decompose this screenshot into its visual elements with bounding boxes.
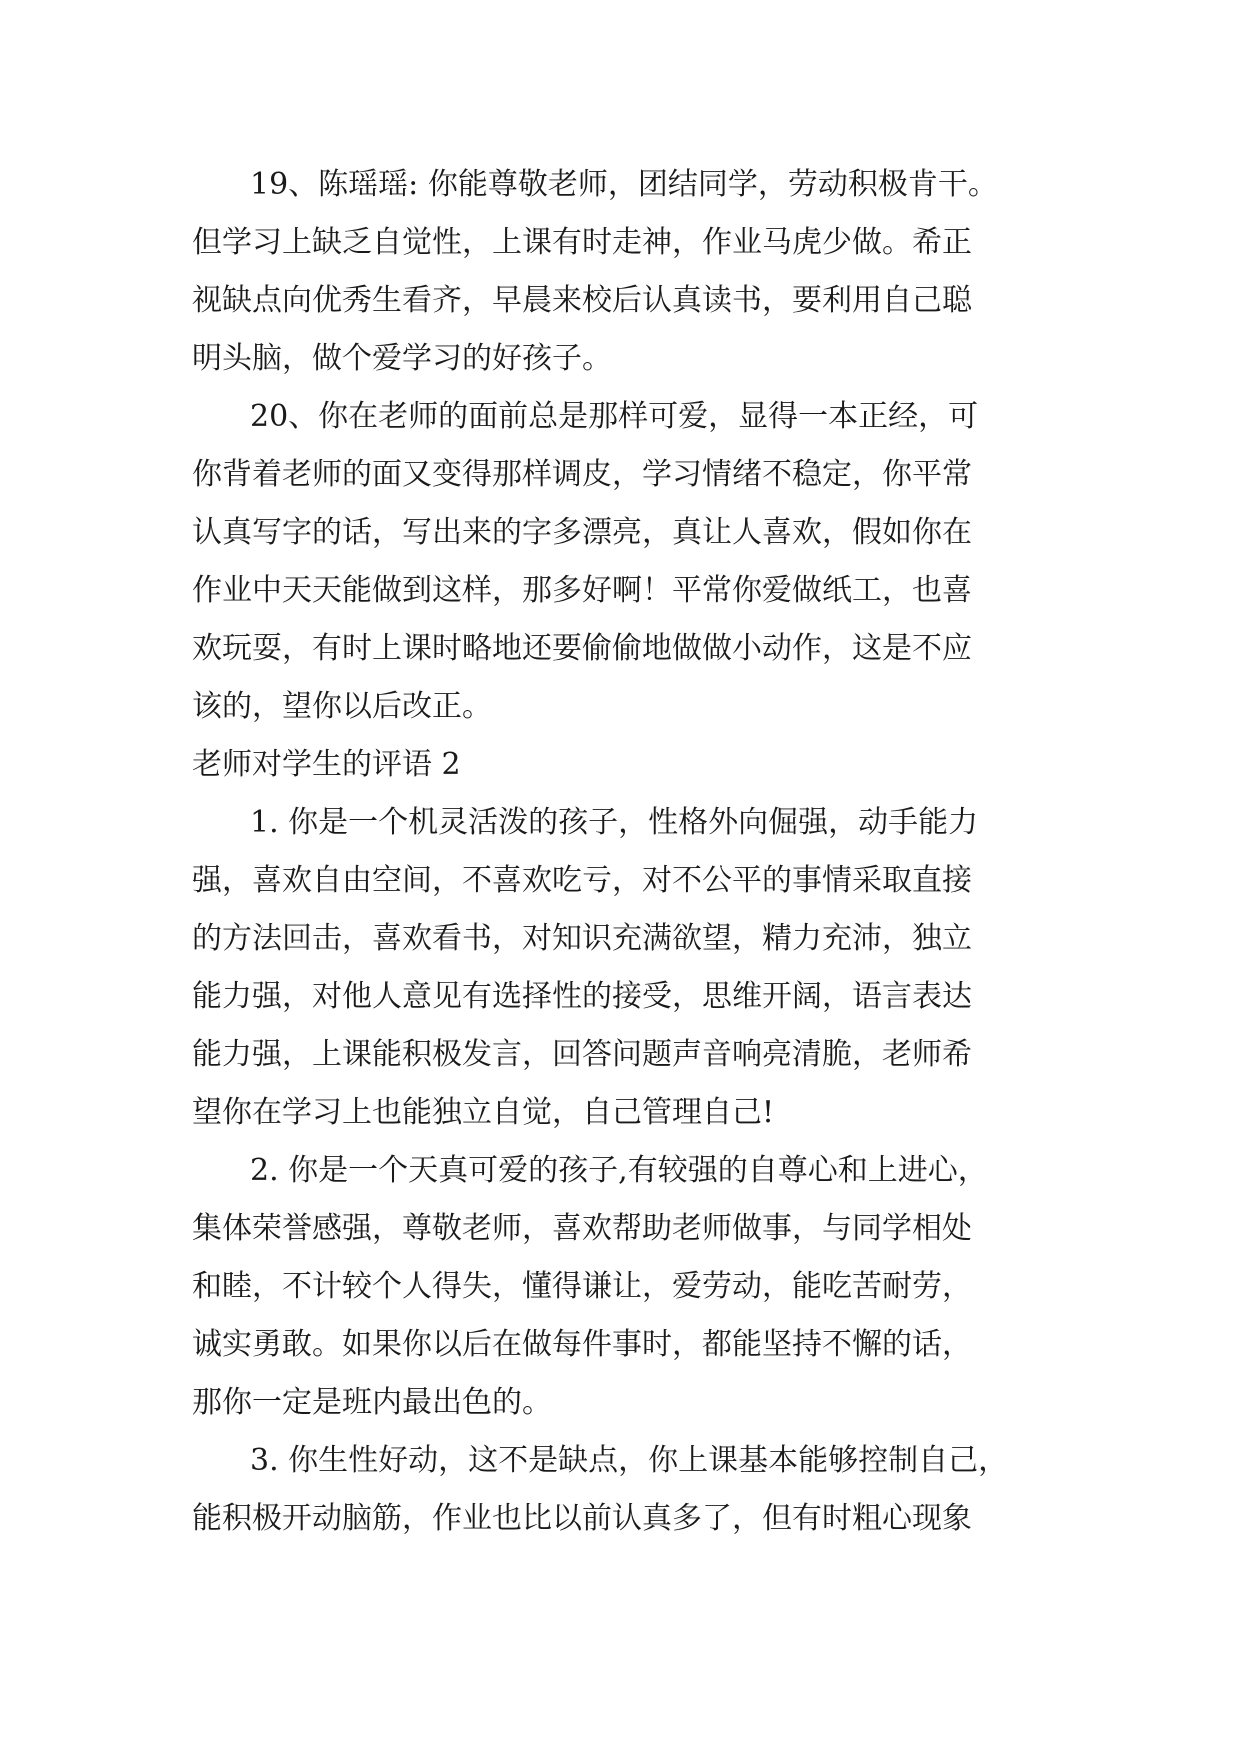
paragraph-20-line-2: 你背着老师的面又变得那样调皮，学习情绪不稳定，你平常	[192, 457, 972, 492]
paragraph-3-line-1: 3. 你生性好动，这不是缺点，你上课基本能够控制自己，	[250, 1443, 1009, 1478]
paragraph-1-line-4: 能力强，对他人意见有选择性的接受，思维开阔，语言表达	[192, 979, 972, 1014]
paragraph-20-line-6: 该的，望你以后改正。	[192, 689, 492, 724]
paragraph-1-line-2: 强，喜欢自由空间，不喜欢吃亏，对不公平的事情采取直接	[192, 863, 972, 898]
paragraph-1-line-6: 望你在学习上也能独立自觉，自己管理自己!	[192, 1095, 775, 1130]
paragraph-19-line-3: 视缺点向优秀生看齐，早晨来校后认真读书，要利用自己聪	[192, 283, 972, 318]
paragraph-1-line-1: 1. 你是一个机灵活泼的孩子，性格外向倔强，动手能力	[250, 805, 979, 840]
paragraph-19-line-2: 但学习上缺乏自觉性，上课有时走神，作业马虎少做。希正	[192, 225, 972, 260]
paragraph-19-line-4: 明头脑，做个爱学习的好孩子。	[192, 341, 612, 376]
paragraph-20-line-3: 认真写字的话，写出来的字多漂亮，真让人喜欢，假如你在	[192, 515, 972, 550]
paragraph-2-line-5: 那你一定是班内最出色的。	[192, 1385, 552, 1420]
paragraph-20-line-5: 欢玩耍，有时上课时略地还要偷偷地做做小动作，这是不应	[192, 631, 972, 666]
paragraph-1-line-3: 的方法回击，喜欢看书，对知识充满欲望，精力充沛，独立	[192, 921, 972, 956]
paragraph-20-line-1: 20、你在老师的面前总是那样可爱，显得一本正经，可	[250, 399, 979, 434]
paragraph-2-line-3: 和睦，不计较个人得失，懂得谦让，爱劳动，能吃苦耐劳，	[192, 1269, 972, 1304]
paragraph-1-line-5: 能力强，上课能积极发言，回答问题声音响亮清脆，老师希	[192, 1037, 972, 1072]
paragraph-2-line-1: 2. 你是一个天真可爱的孩子,有较强的自尊心和上进心，	[250, 1153, 988, 1188]
section-heading: 老师对学生的评语 2	[192, 747, 461, 782]
paragraph-3-line-2: 能积极开动脑筋，作业也比以前认真多了，但有时粗心现象	[192, 1501, 972, 1536]
paragraph-2-line-2: 集体荣誉感强，尊敬老师，喜欢帮助老师做事，与同学相处	[192, 1211, 972, 1246]
paragraph-20-line-4: 作业中天天能做到这样，那多好啊！平常你爱做纸工，也喜	[192, 573, 972, 608]
paragraph-19-line-1: 19、陈瑶瑶: 你能尊敬老师，团结同学，劳动积极肯干。	[250, 167, 998, 202]
paragraph-2-line-4: 诚实勇敢。如果你以后在做每件事时，都能坚持不懈的话，	[192, 1327, 972, 1362]
